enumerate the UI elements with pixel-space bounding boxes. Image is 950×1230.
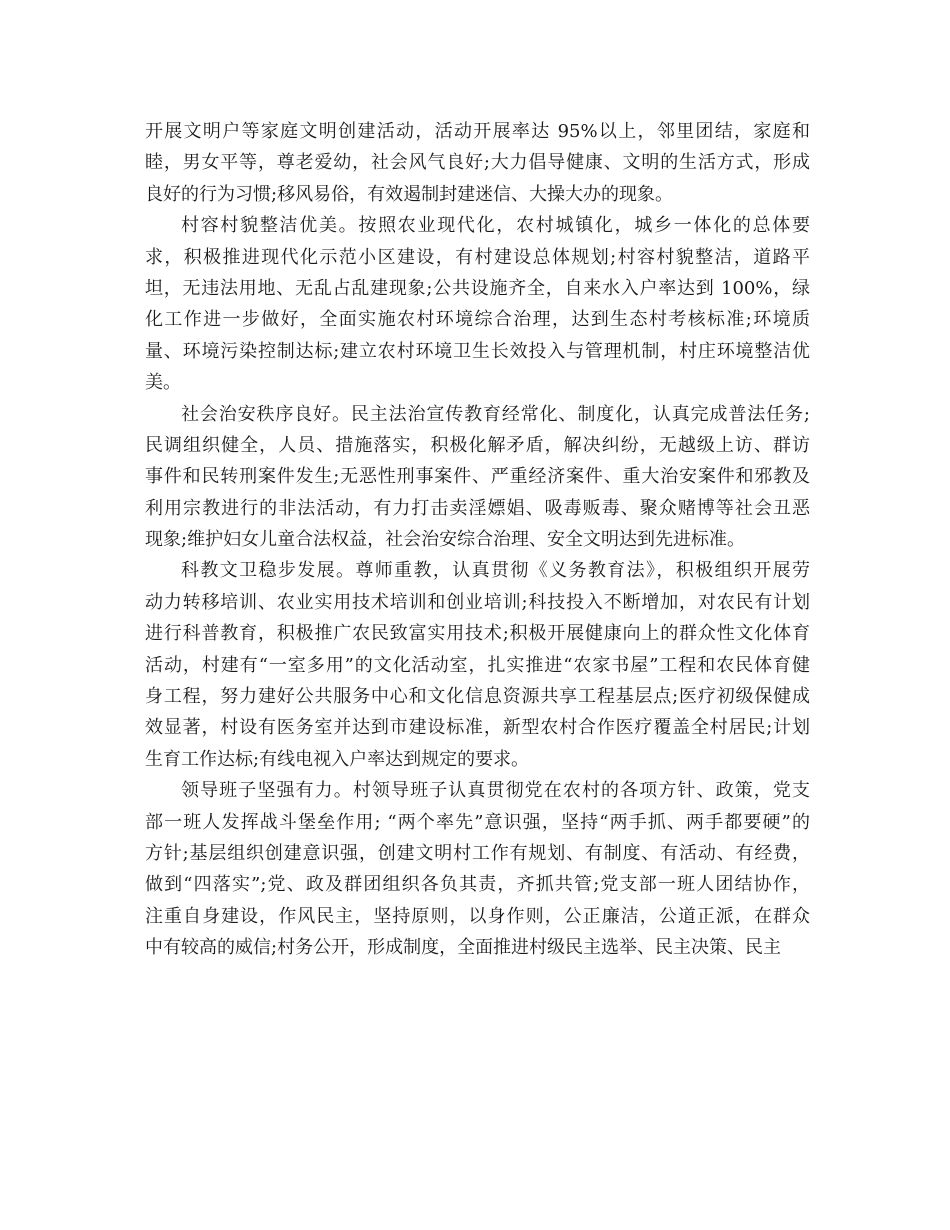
text-line: 村容村貌整洁优美。按照农业现代化，农村城镇化，城乡一体化的总体要 — [181, 215, 810, 237]
text-line: 开展文明户等家庭文明创建活动，活动开展率达 95%以上，邻里团结，家庭和 — [145, 121, 810, 142]
paragraph — [145, 399, 810, 556]
text-line: 身工程，努力建好公共服务中心和文化信息资源共享工程基层点;医疗初级保健成 — [145, 686, 810, 708]
text-line: 化工作进一步做好，全面实施农村环境综合治理，达到生态村考核标准;环境质 — [145, 309, 810, 331]
text-line: 部一班人发挥战斗堡垒作用; “两个率先”意识强，坚持“两手抓、两手都要硬”的 — [145, 811, 810, 833]
text-line: 中有较高的威信;村务公开，形成制度，全面推进村级民主选举、民主决策、民主 — [145, 937, 782, 959]
text-line: 良好的行为习惯;移风易俗，有效遏制封建迷信、大操大办的现象。 — [145, 183, 674, 205]
text-line: 领导班子坚强有力。村领导班子认真贯彻党在农村的各项方针、政策，党支 — [181, 780, 810, 802]
text-line: 民调组织健全，人员、措施落实，积极化解矛盾，解决纠纷，无越级上访、群访 — [145, 434, 810, 456]
text-line: 注重自身建设，作风民主，坚持原则，以身作则，公正廉洁，公道正派，在群众 — [145, 905, 810, 927]
text-line: 科教文卫稳步发展。尊师重教，认真贯彻《义务教育法》，积极组织开展劳 — [181, 560, 810, 582]
text-line: 生育工作达标;有线电视入户率达到规定的要求。 — [145, 748, 530, 770]
text-line: 美。 — [145, 372, 181, 394]
text-line: 动力转移培训、农业实用技术培训和创业培训;科技投入不断增加，对农民有计划 — [145, 591, 810, 613]
text-line: 现象;维护妇女儿童合法权益，社会治安综合治理、安全文明达到先进标准。 — [145, 529, 746, 551]
text-line: 活动，村建有“一室多用”的文化活动室，扎实推进“农家书屋”工程和农民体育健 — [145, 654, 810, 676]
paragraph — [145, 116, 810, 210]
text-line: 方针;基层组织创建意识强，创建文明村工作有规划、有制度、有活动、有经费， — [145, 842, 810, 864]
text-line: 进行科普教育，积极推广农民致富实用技术;积极开展健康向上的群众性文化体育 — [145, 623, 810, 645]
text-line: 做到“四落实”;党、政及群团组织各负其责，齐抓共管;党支部一班人团结协作， — [145, 874, 810, 896]
paragraph — [145, 210, 810, 398]
text-line: 量、环境污染控制达标;建立农村环境卫生长效投入与管理机制，村庄环境整洁优 — [145, 340, 810, 362]
paragraph — [145, 555, 810, 775]
paragraph — [145, 775, 810, 963]
document-body — [145, 116, 810, 964]
text-line: 求，积极推进现代化示范小区建设，有村建设总体规划;村容村貌整洁，道路平 — [145, 246, 810, 268]
text-line: 坦，无违法用地、无乱占乱建现象;公共设施齐全，自来水入户率达到 100%，绿 — [145, 277, 810, 299]
text-line: 睦，男女平等，尊老爱幼，社会风气良好;大力倡导健康、文明的生活方式，形成 — [145, 152, 810, 174]
text-line: 社会治安秩序良好。民主法治宣传教育经常化、制度化，认真完成普法任务; — [181, 403, 810, 425]
text-line: 效显著，村设有医务室并达到市建设标准，新型农村合作医疗覆盖全村居民;计划 — [145, 717, 810, 739]
text-line: 利用宗教进行的非法活动，有力打击卖淫嫖娼、吸毒贩毒、聚众赌博等社会丑恶 — [145, 497, 810, 519]
text-line: 事件和民转刑案件发生;无恶性刑事案件、严重经济案件、重大治安案件和邪教及 — [145, 466, 810, 488]
